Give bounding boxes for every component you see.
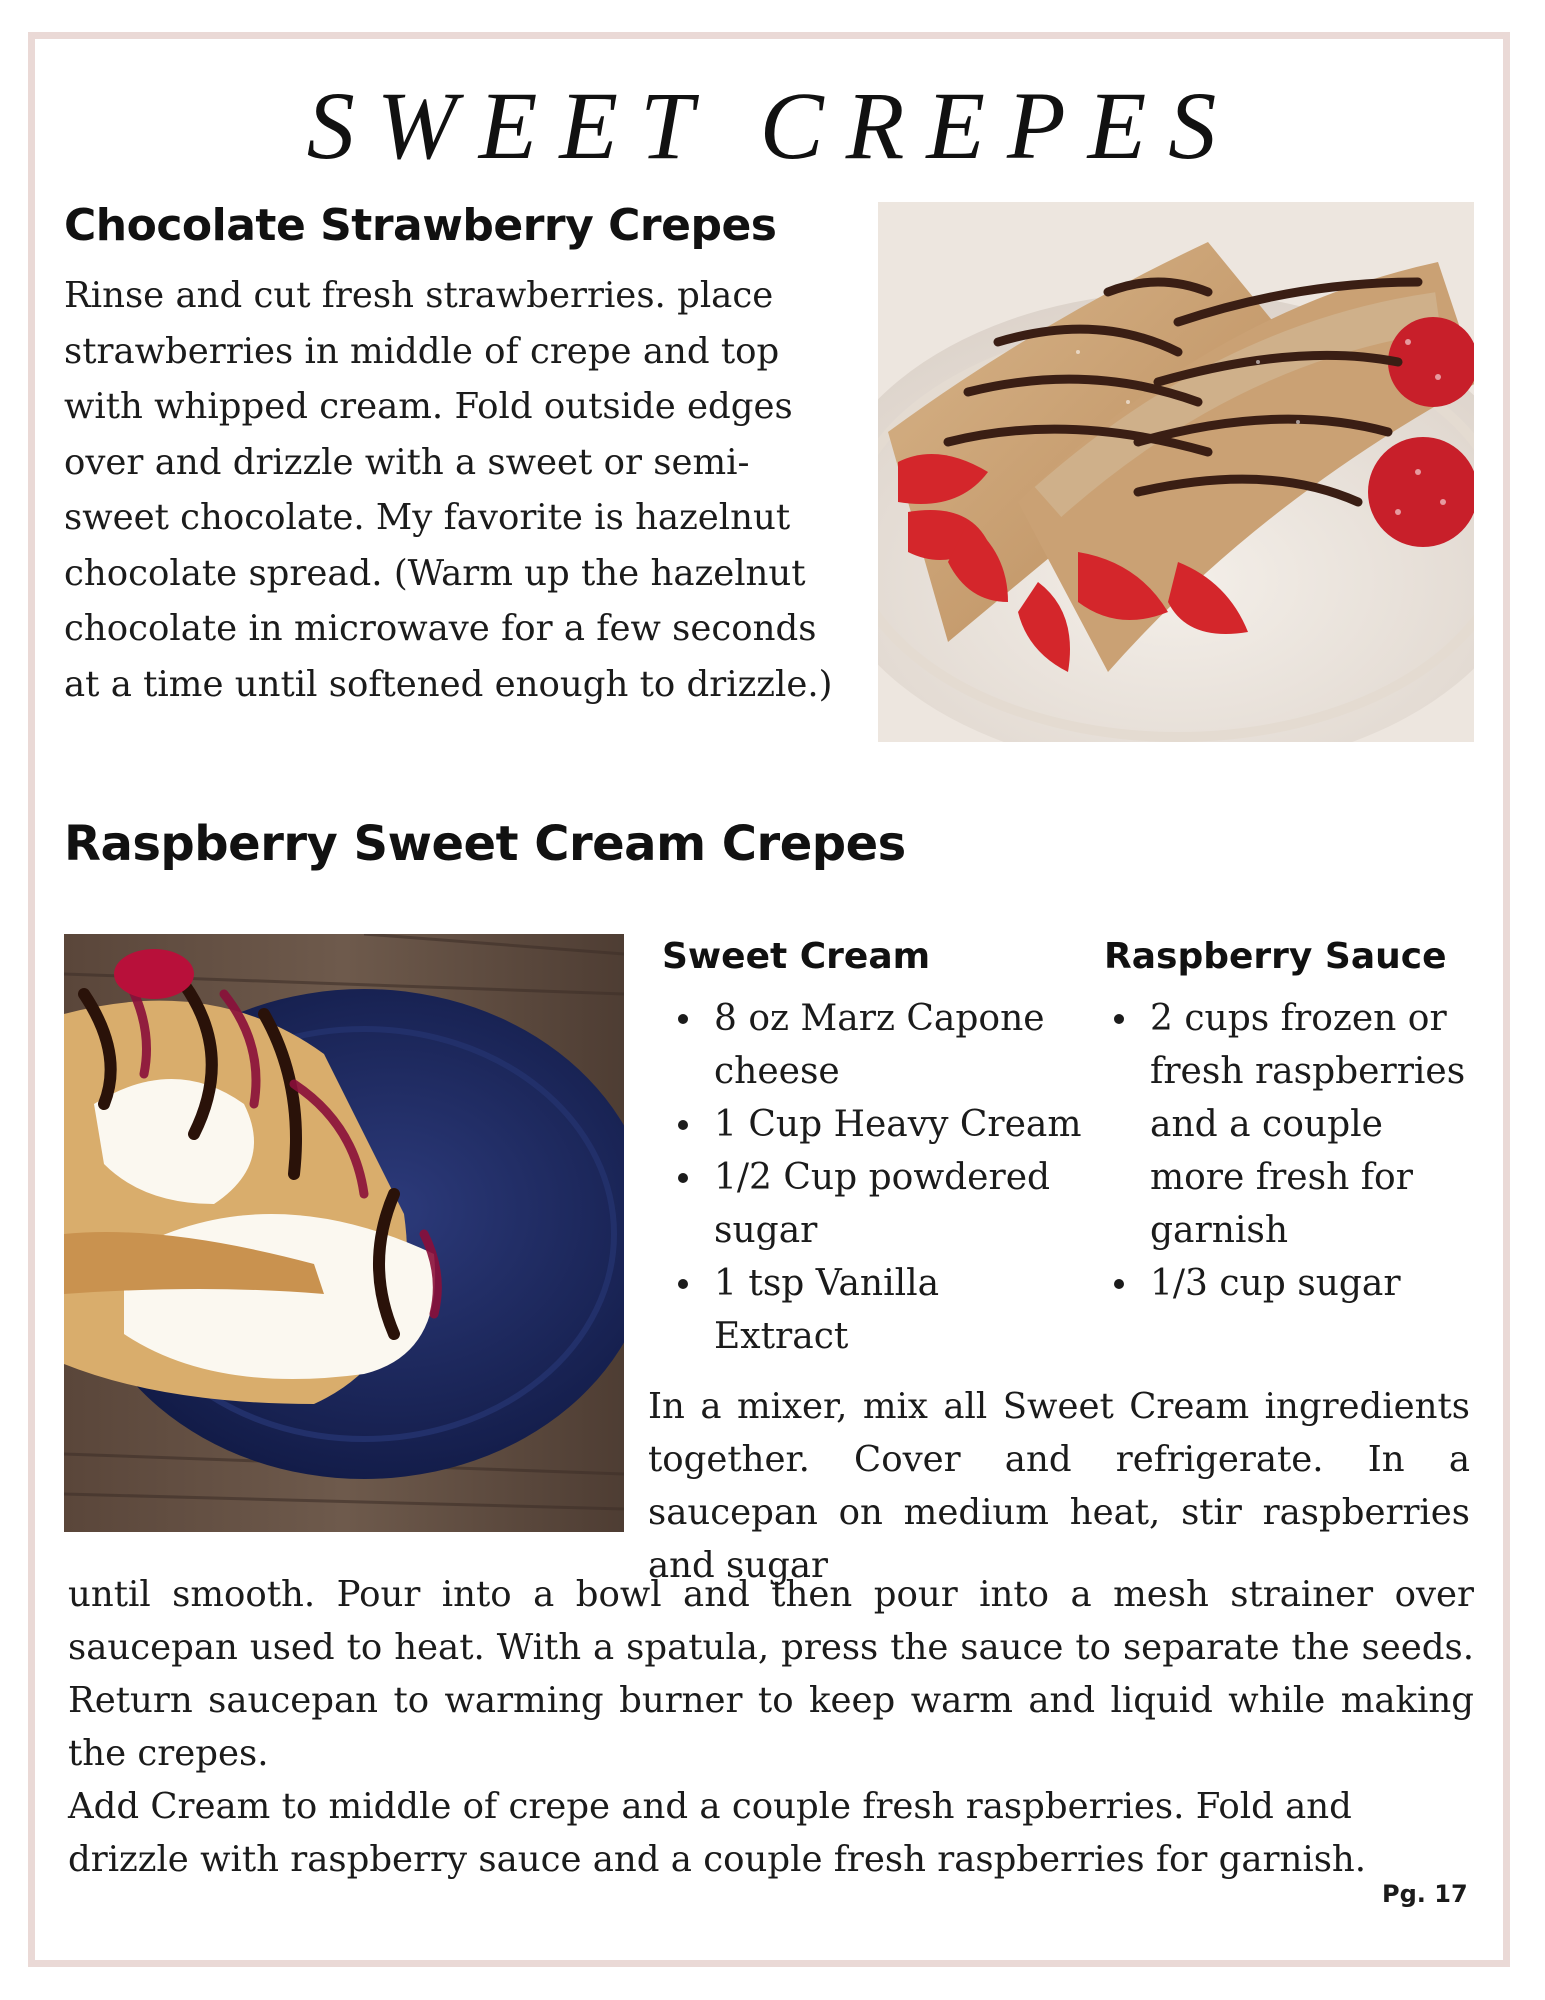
page-title: SWEET CREPES	[306, 72, 1239, 179]
sweet-cream-list	[664, 992, 1084, 1363]
strawberry-crepes-photo	[878, 202, 1474, 742]
list-item: 8 oz Marz Capone cheese	[664, 992, 1084, 1098]
recipe1-text: Rinse and cut fresh strawberries. place strawberries in middle of crepe and top with whipped cream. Fold outside edges over and drizzle with a sweet or semi-sweet chocolate. My favorite is hazelnut chocolate spread. (Warm up the hazelnut chocolate in microwave for a few seconds at a time until softened enough to drizzle.)	[64, 275, 833, 705]
list-item: 1/2 Cup powdered sugar	[664, 1151, 1084, 1257]
raspberry-sauce-heading: Raspberry Sauce	[1104, 936, 1447, 977]
instructions-part-1: In a mixer, mix all Sweet Cream ingredients together. Cover and refrigerate. In a saucepan on medium heat, stir raspberries and sugar	[648, 1386, 1470, 1586]
list-item: 1/3 cup sugar	[1100, 1257, 1480, 1310]
list-item: 1 Cup Heavy Cream	[664, 1098, 1084, 1151]
raspberry-sauce-list	[1100, 992, 1480, 1310]
instructions-part-3: Add Cream to middle of crepe and a couple fresh raspberries. Fold and drizzle with raspberry sauce and a couple fresh raspberries for garnish.	[68, 1786, 1367, 1880]
list-item: 2 cups frozen or fresh raspberries and a couple more fresh for garnish	[1100, 992, 1480, 1257]
raspberry-crepes-photo	[64, 934, 624, 1532]
list-item: 1 tsp Vanilla Extract	[664, 1257, 1084, 1363]
sweet-cream-heading: Sweet Cream	[662, 936, 931, 977]
recipe2-heading: Raspberry Sweet Cream Crepes	[64, 816, 906, 872]
recipe1-heading: Chocolate Strawberry Crepes	[64, 200, 777, 251]
instructions-part-2: until smooth. Pour into a bowl and then pour into a mesh strainer over saucepan used to heat. With a spatula, press the sauce to separate the seeds. Return saucepan to warming burner to keep warm and liquid while making the crepes.	[68, 1574, 1474, 1774]
page-number: Pg. 17	[1382, 1880, 1468, 1908]
